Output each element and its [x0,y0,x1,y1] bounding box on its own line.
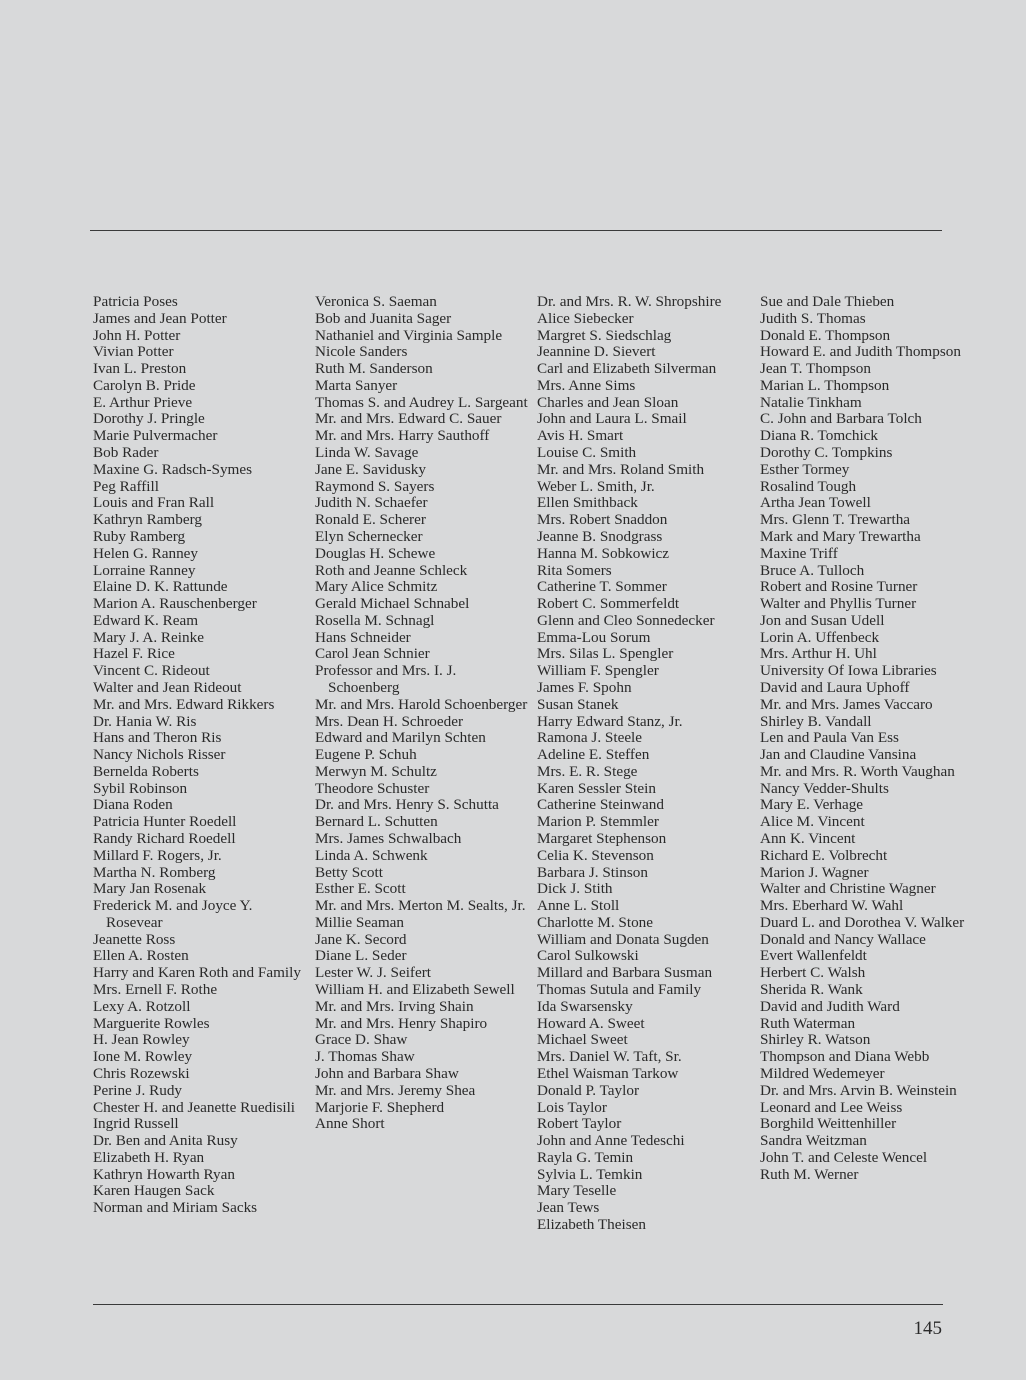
donor-name: Carol Sulkowski [537,947,639,965]
donor-name: Jean Tews [537,1199,600,1217]
donor-name: Catherine T. Sommer [537,578,667,596]
donor-name: Ruth M. Sanderson [315,360,433,378]
donor-column-3 [537,294,752,1234]
donor-name: Harry and Karen Roth and Family [93,964,301,982]
donor-name: Margaret Stephenson [537,830,667,847]
donor-name: Hanna M. Sobkowicz [537,544,670,562]
donor-name: Walter and Jean Rideout [93,678,242,696]
donor-name: Perine J. Rudy [93,1081,183,1099]
donor-name: Frederick M. and Joyce Y. Rosevear [93,897,253,931]
donor-name: David and Laura Uphoff [760,678,910,696]
donor-name: Carolyn B. Pride [93,376,196,394]
donor-name: Mr. and Mrs. R. Worth Vaughan [760,762,955,780]
donor-name: Diana R. Tomchick [760,427,879,445]
donor-name: Jean T. Thompson [760,360,871,378]
donor-name: James and Jean Potter [93,309,227,327]
donor-name: Sybil Robinson [93,779,188,797]
donor-name: Charlotte M. Stone [537,913,654,931]
donor-name: Lester W. J. Seifert [315,964,431,982]
donor-name: Dr. and Mrs. R. W. Shropshire [537,293,722,310]
donor-name: Mrs. Anne Sims [537,376,636,394]
donor-name: Hans and Theron Ris [93,729,222,747]
donor-name: Lexy A. Rotzoll [93,997,191,1015]
donor-name: Edward K. Ream [93,611,199,629]
donor-name: Rosalind Tough [760,477,857,495]
donor-name: Mr. and Mrs. Irving Shain [315,997,474,1015]
donor-name: Sue and Dale Thieben [760,293,895,310]
donor-name: Bob Rader [93,444,159,462]
top-rule [90,230,942,231]
donor-name: Bernard L. Schutten [315,813,438,831]
donor-name: Diana Roden [93,796,173,814]
donor-name: Ruth Waterman [760,1014,856,1032]
donor-name: Dick J. Stith [537,880,613,898]
donor-name: Mrs. Eberhard W. Wahl [760,897,904,915]
donor-name: Bruce A. Tulloch [760,561,865,579]
donor-name: William F. Spengler [537,662,659,680]
donor-name: Mrs. Glenn T. Trewartha [760,511,911,529]
donor-name: Artha Jean Towell [760,494,871,512]
donor-name: Ellen Smithback [537,494,638,512]
donor-name: Nancy Nichols Risser [93,746,226,764]
donor-name: Kathryn Ramberg [93,511,202,529]
donor-name: Jon and Susan Udell [760,611,885,629]
donor-name: Emma-Lou Sorum [537,628,651,646]
donor-name: Gerald Michael Schnabel [315,595,470,613]
donor-name: Esther E. Scott [315,880,406,898]
page-number: 145 [913,1318,942,1339]
donor-name: Jeanne B. Snodgrass [537,527,663,545]
donor-name: Ida Swarsensky [537,997,633,1015]
donor-name: Leonard and Lee Weiss [760,1098,903,1116]
donor-name: Louis and Fran Rall [93,494,215,512]
donor-name: Grace D. Shaw [315,1031,408,1049]
donor-name: Hans Schneider [315,628,411,646]
donor-name: H. Jean Rowley [93,1031,190,1049]
donor-name: Marjorie F. Shepherd [315,1098,445,1116]
donor-name: Mr. and Mrs. Edward C. Sauer [315,410,502,428]
donor-name: Maxine Triff [760,544,838,562]
donor-name: Ruby Ramberg [93,527,186,545]
donor-name: Celia K. Stevenson [537,846,654,864]
donor-name: Robert Taylor [537,1115,622,1133]
bottom-rule [93,1304,943,1305]
donor-column-4 [760,294,975,1183]
donor-name: Randy Richard Roedell [93,830,236,847]
donor-name: Patricia Hunter Roedell [93,813,237,831]
donor-name: Howard E. and Judith Thompson [760,343,961,361]
donor-name: Betty Scott [315,863,383,881]
donor-name: Vivian Potter [93,343,174,361]
donor-name: Roth and Jeanne Schleck [315,561,468,579]
donor-name: Sandra Weitzman [760,1132,867,1150]
donor-name: Donald E. Thompson [760,326,891,344]
donor-column-2 [315,294,530,1133]
donor-name: Susan Stanek [537,695,619,713]
donor-name: William H. and Elizabeth Sewell [315,981,515,999]
donor-name: Rita Somers [537,561,612,579]
donor-name: Patricia Poses [93,293,178,310]
donor-name: Catherine Steinwand [537,796,664,814]
donor-name: Carol Jean Schnier [315,645,430,663]
donor-name: Linda W. Savage [315,444,419,462]
donor-name: Jane E. Savidusky [315,460,426,478]
donor-name: Alice M. Vincent [760,813,865,831]
donor-name: Dr. Hania W. Ris [93,712,197,730]
donor-name: Jan and Claudine Vansina [760,746,917,764]
donor-name: Theodore Schuster [315,779,430,797]
donor-name: J. Thomas Shaw [315,1048,415,1066]
donor-name: Glenn and Cleo Sonnedecker [537,611,715,629]
donor-name: Elizabeth H. Ryan [93,1148,205,1166]
donor-name: Ethel Waisman Tarkow [537,1064,679,1082]
donor-name: Richard E. Volbrecht [760,846,888,864]
donor-name: Thompson and Diana Webb [760,1048,930,1066]
donor-name: Mr. and Mrs. Jeremy Shea [315,1081,476,1099]
donor-name: John T. and Celeste Wencel [760,1148,928,1166]
donor-name: University Of Iowa Libraries [760,662,937,680]
donor-name: Edward and Marilyn Schten [315,729,486,747]
donor-name: Chris Rozewski [93,1064,190,1082]
donor-name: C. John and Barbara Tolch [760,410,922,428]
donor-name: Ingrid Russell [93,1115,179,1133]
donor-name: Mrs. Daniel W. Taft, Sr. [537,1048,682,1066]
donor-name: Len and Paula Van Ess [760,729,899,747]
donor-name: James F. Spohn [537,678,632,696]
donor-name: Shirley R. Watson [760,1031,871,1049]
donor-name: Lorin A. Uffenbeck [760,628,880,646]
donor-name: Dr. and Mrs. Henry S. Schutta [315,796,499,814]
donor-name: Rosella M. Schnagl [315,611,435,629]
donor-name: Vincent C. Rideout [93,662,210,680]
donor-name: Marie Pulvermacher [93,427,218,445]
donor-name: Veronica S. Saeman [315,293,437,310]
donor-name: Ruth M. Werner [760,1165,859,1183]
donor-name: Marta Sanyer [315,376,398,394]
donor-name: Marian L. Thompson [760,376,890,394]
donor-name: John and Laura L. Smail [537,410,687,428]
donor-name: David and Judith Ward [760,997,900,1015]
donor-name: Thomas Sutula and Family [537,981,702,999]
donor-name: Lois Taylor [537,1098,607,1116]
donor-name: Walter and Christine Wagner [760,880,936,898]
donor-name: Karen Sessler Stein [537,779,656,797]
donor-name: Karen Haugen Sack [93,1182,215,1200]
donor-name: William and Donata Sugden [537,930,709,948]
donor-name: Charles and Jean Sloan [537,393,679,411]
donor-name: Donald P. Taylor [537,1081,640,1099]
donor-name: Mary E. Verhage [760,796,864,814]
donor-name: Mrs. Robert Snaddon [537,511,668,529]
donor-name: Raymond S. Sayers [315,477,435,495]
donor-name: Ellen A. Rosten [93,947,189,965]
donor-name: Weber L. Smith, Jr. [537,477,655,495]
donor-name: Barbara J. Stinson [537,863,648,881]
donor-name: Elyn Schernecker [315,527,423,545]
donor-name: Jeanette Ross [93,930,176,948]
donor-name: Mrs. Silas L. Spengler [537,645,674,663]
donor-name: Donald and Nancy Wallace [760,930,926,948]
donor-name: Mark and Mary Trewartha [760,527,921,545]
donor-name: Ann K. Vincent [760,830,856,847]
donor-name: Mrs. Arthur H. Uhl [760,645,877,663]
donor-name: Ronald E. Scherer [315,511,426,529]
donor-name: Anne Short [315,1115,385,1133]
donor-name: Martha N. Romberg [93,863,216,881]
donor-name: Mrs. Ernell F. Rothe [93,981,218,999]
donor-name: Mrs. E. R. Stege [537,762,638,780]
donor-name: Marguerite Rowles [93,1014,210,1032]
donor-name: Robert and Rosine Turner [760,578,918,596]
donor-name: Mary Jan Rosenak [93,880,207,898]
donor-name: Carl and Elizabeth Silverman [537,360,717,378]
donor-name: Herbert C. Walsh [760,964,866,982]
donor-name: Nancy Vedder-Shults [760,779,889,797]
donor-name: Mr. and Mrs. Edward Rikkers [93,695,275,713]
donor-name: Marion A. Rauschenberger [93,595,257,613]
donor-name: Millard and Barbara Susman [537,964,713,982]
donor-name: Elizabeth Theisen [537,1215,646,1233]
donor-name: Thomas S. and Audrey L. Sargeant [315,393,528,411]
donor-name: Bob and Juanita Sager [315,309,452,327]
donor-name: E. Arthur Prieve [93,393,193,411]
donor-name: Helen G. Ranney [93,544,199,562]
donor-name: Rayla G. Temin [537,1148,634,1166]
donor-name: Sylvia L. Temkin [537,1165,643,1183]
donor-name: Jane K. Secord [315,930,407,948]
donor-name: Mr. and Mrs. Merton M. Sealts, Jr. [315,897,526,915]
donor-name: Michael Sweet [537,1031,628,1049]
donor-name: John H. Potter [93,326,181,344]
donor-name: Mary Alice Schmitz [315,578,438,596]
donor-name: Judith S. Thomas [760,309,866,327]
donor-name: Margret S. Siedschlag [537,326,672,344]
donor-name: Ione M. Rowley [93,1048,193,1066]
donor-name: Avis H. Smart [537,427,624,445]
donor-name: Walter and Phyllis Turner [760,595,917,613]
donor-name: Ramona J. Steele [537,729,643,747]
donor-name: Mr. and Mrs. James Vaccaro [760,695,933,713]
donor-name: Louise C. Smith [537,444,637,462]
donor-name: Chester H. and Jeanette Ruedisili [93,1098,296,1116]
donor-name: Sherida R. Wank [760,981,863,999]
donor-name: Howard A. Sweet [537,1014,645,1032]
donor-name: Lorraine Ranney [93,561,196,579]
donor-name: Nathaniel and Virginia Sample [315,326,503,344]
donor-name: Robert C. Sommerfeldt [537,595,680,613]
donor-name: Jeannine D. Sievert [537,343,656,361]
donor-name: Dr. Ben and Anita Rusy [93,1132,238,1150]
donor-name: Norman and Miriam Sacks [93,1199,258,1217]
donor-name: Hazel F. Rice [93,645,175,663]
donor-name: Millard F. Rogers, Jr. [93,846,222,864]
donor-name: Linda A. Schwenk [315,846,428,864]
donor-name: Mr. and Mrs. Roland Smith [537,460,705,478]
donor-name: Mary J. A. Reinke [93,628,204,646]
donor-name: Dorothy J. Pringle [93,410,205,428]
donor-name: Mrs. James Schwalbach [315,830,462,847]
donor-name: Judith N. Schaefer [315,494,428,512]
donor-name: Mr. and Mrs. Harold Schoenberger [315,695,528,713]
donor-name: Mrs. Dean H. Schroeder [315,712,464,730]
donor-name: Diane L. Seder [315,947,407,965]
donor-name: Ivan L. Preston [93,360,187,378]
donor-name: Harry Edward Stanz, Jr. [537,712,683,730]
donor-name: Elaine D. K. Rattunde [93,578,228,596]
donor-name: Duard L. and Dorothea V. Walker [760,913,965,931]
donor-name: Natalie Tinkham [760,393,862,411]
donor-name: Kathryn Howarth Ryan [93,1165,235,1183]
donor-name: Esther Tormey [760,460,850,478]
donor-name: Marion J. Wagner [760,863,869,881]
donor-name: John and Barbara Shaw [315,1064,459,1082]
donor-name: Douglas H. Schewe [315,544,436,562]
donor-column-1 [93,294,308,1217]
donor-name: Anne L. Stoll [537,897,620,915]
donor-name: Alice Siebecker [537,309,634,327]
donor-name: Borghild Weittenhiller [760,1115,897,1133]
donor-name: Evert Wallenfeldt [760,947,867,965]
donor-name: Maxine G. Radsch-Symes [93,460,253,478]
donor-name: Marion P. Stemmler [537,813,659,831]
donor-name: Nicole Sanders [315,343,408,361]
donor-name: Shirley B. Vandall [760,712,872,730]
donor-name: Mildred Wedemeyer [760,1064,885,1082]
donor-name: Eugene P. Schuh [315,746,417,764]
donor-name: Merwyn M. Schultz [315,762,437,780]
donor-name: Dr. and Mrs. Arvin B. Weinstein [760,1081,957,1099]
donor-name: Adeline E. Steffen [537,746,650,764]
donor-name: Millie Seaman [315,913,404,931]
donor-name: Dorothy C. Tompkins [760,444,893,462]
donor-name: Peg Raffill [93,477,159,495]
donor-name: Mary Teselle [537,1182,617,1200]
donor-name: John and Anne Tedeschi [537,1132,685,1150]
donor-name: Bernelda Roberts [93,762,199,780]
donor-name: Professor and Mrs. I. J. Schoenberg [315,662,457,696]
donor-name: Mr. and Mrs. Henry Shapiro [315,1014,488,1032]
donor-name: Mr. and Mrs. Harry Sauthoff [315,427,490,445]
